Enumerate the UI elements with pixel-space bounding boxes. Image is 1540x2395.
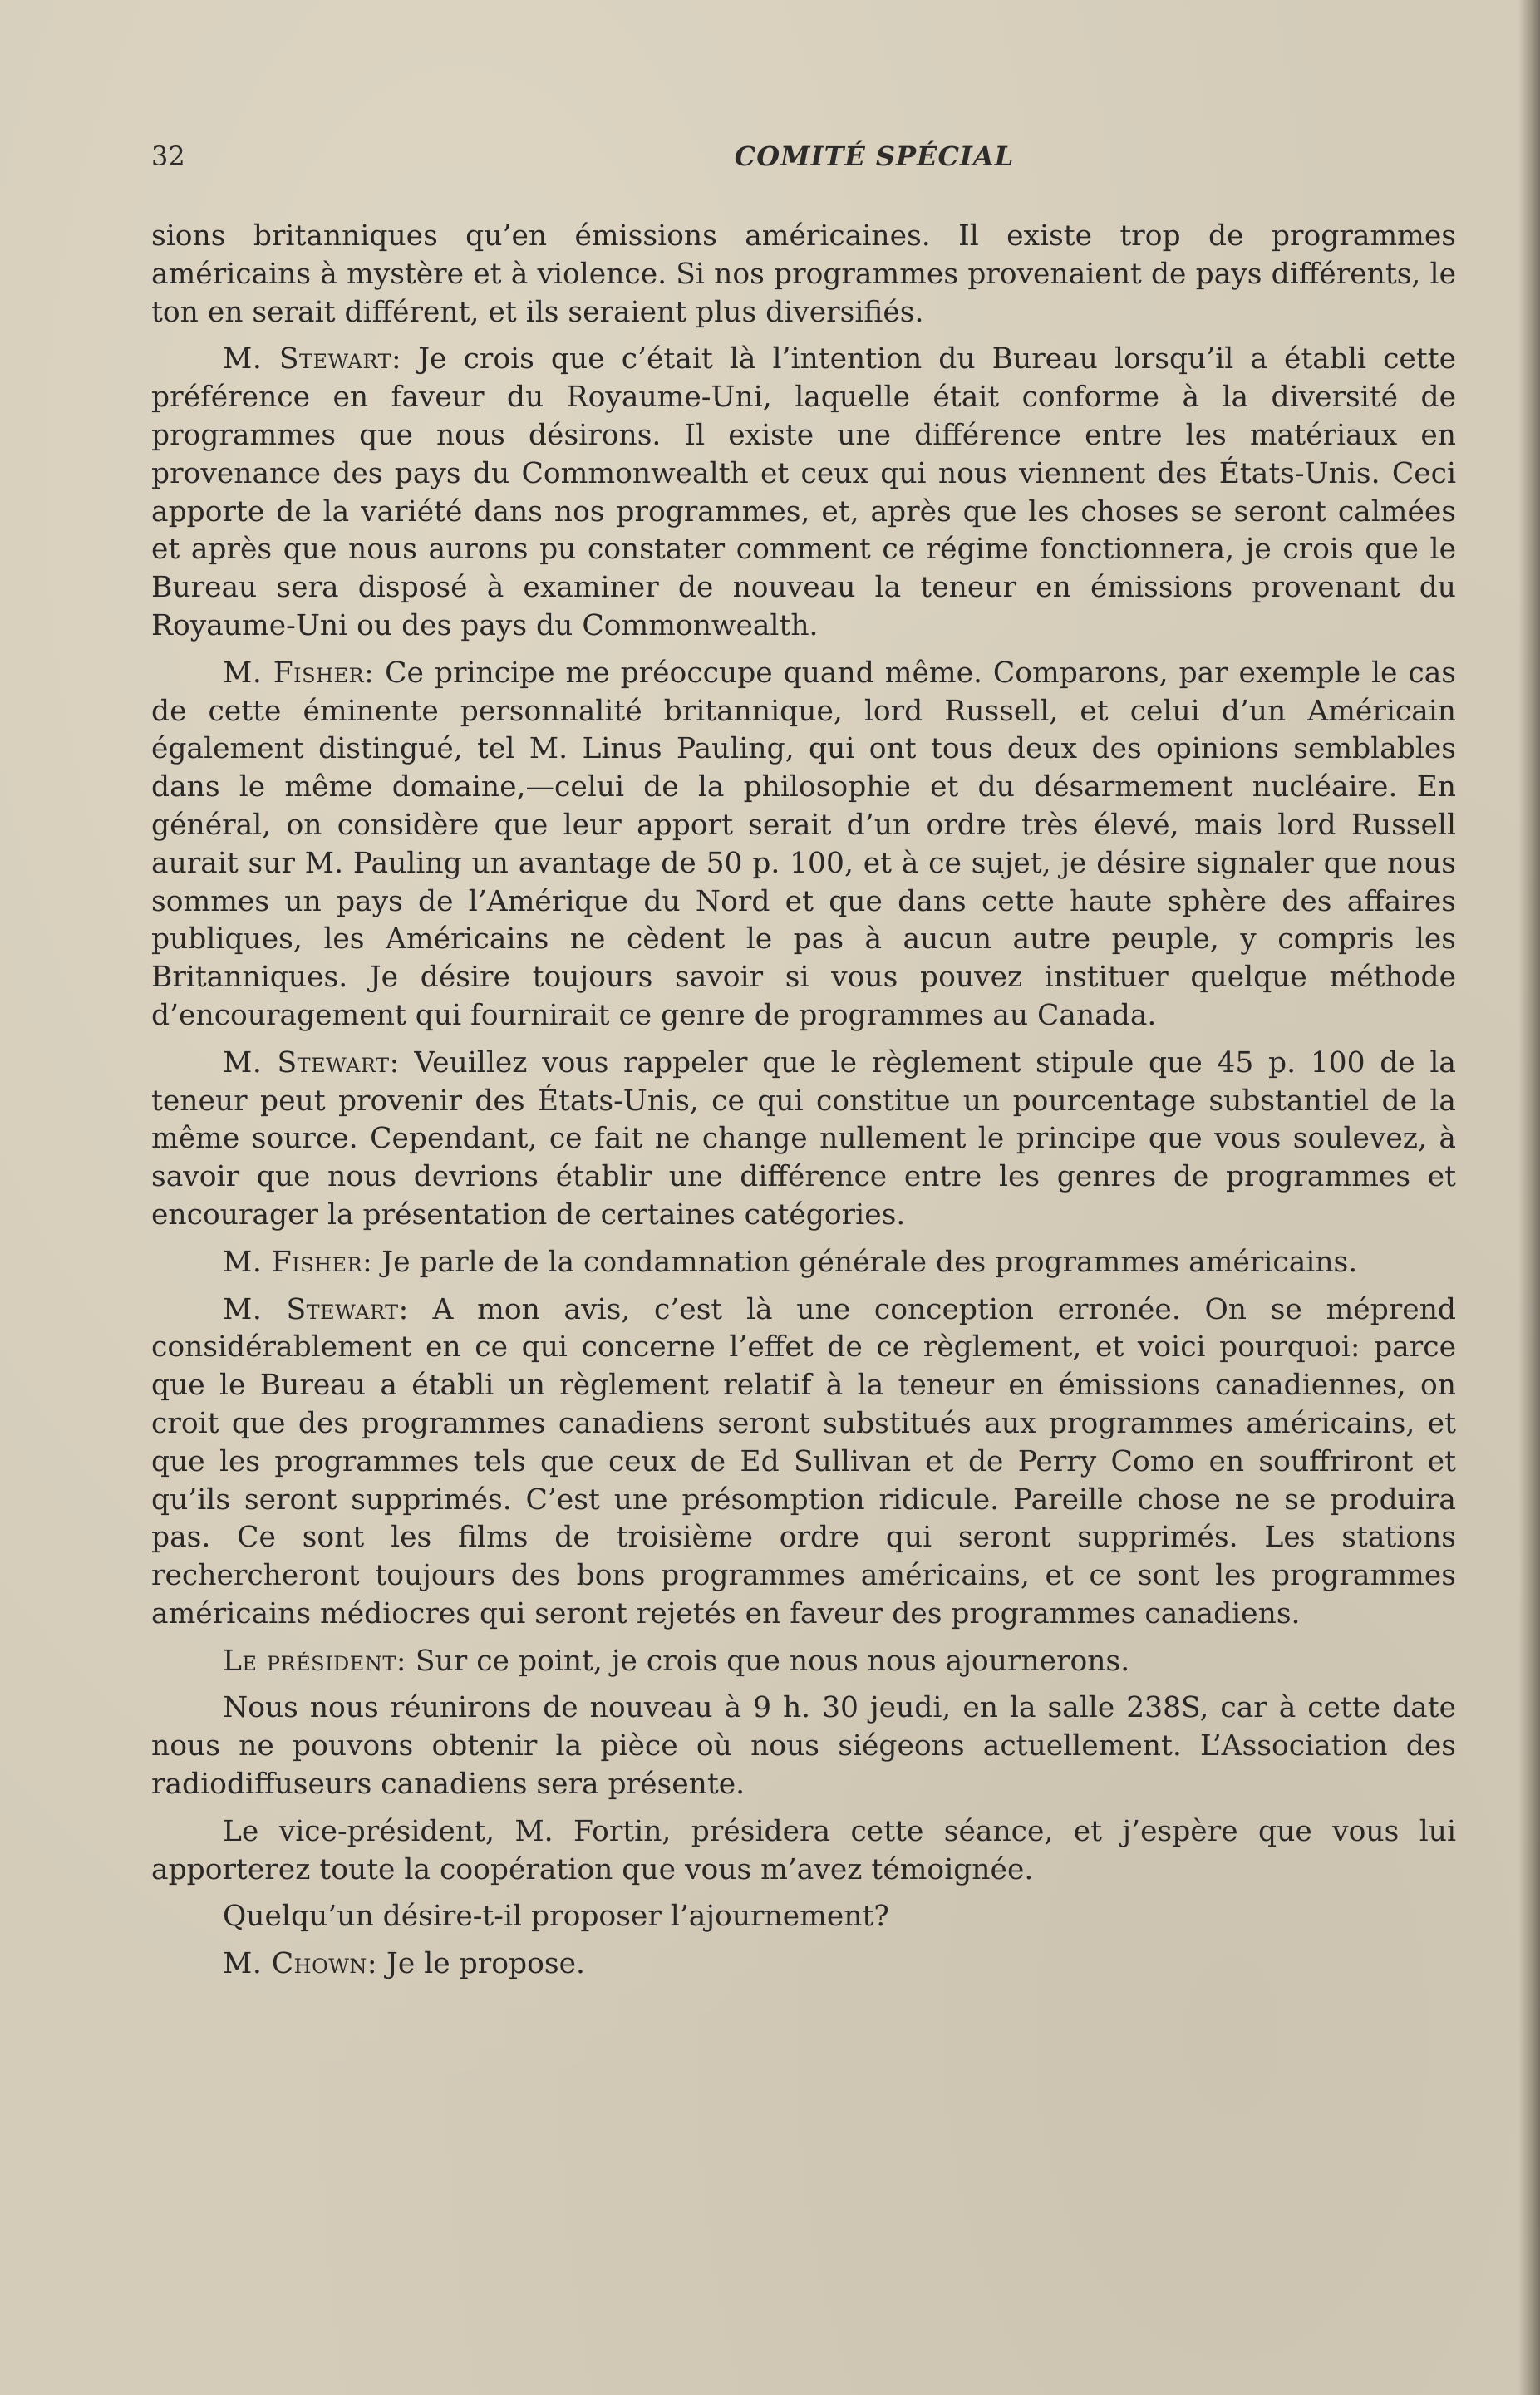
paragraph-text: Quelqu’un désire-t-il proposer l’ajournement? bbox=[223, 1900, 889, 1934]
page-number: 32 bbox=[151, 140, 185, 172]
running-head: COMITÉ SPÉCIAL bbox=[734, 140, 1015, 172]
paragraph-stewart-2 bbox=[151, 1045, 1456, 1235]
paragraph-stewart-1 bbox=[151, 341, 1456, 645]
paragraph-text: A mon avis, c’est là une conception erronée. On se méprend considérablement en ce qui concerne l’effet de ce règlement, et voici pourquoi: parce que le Bureau a établi un règlement relatif à la teneur en émissions canadiennes, on croit que des programmes canadiens seront substitués aux programmes américains, et que les programmes tels que ceux de Ed Sullivan et de Perry Como en souffriront et qu’ils seront supprimés. C’est une présomption ridicule. Pareille chose ne se produira pas. Ce sont les films de troisième ordre qui seront supprimés. Les stations rechercheront toujours des bons programmes américains, et ce sont les programmes américains médiocres qui seront rejetés en faveur des programmes canadiens. bbox=[151, 1292, 1456, 1630]
paragraph-fisher-2 bbox=[151, 1244, 1456, 1282]
paragraph-chown bbox=[151, 1945, 1456, 1984]
page-edge-shadow bbox=[1518, 0, 1540, 2395]
paragraph-stewart-3 bbox=[151, 1291, 1456, 1634]
paragraph-text: Ce principe me préoccupe quand même. Comparons, par exemple le cas de cette éminente personnalité britannique, lord Russell, et celui d’un Américain également distingué, tel M. Linus Pauling, qui ont tous deux des opinions semblables dans le même domaine,—celui de la philosophie et du désarmement nucléaire. En général, on considère que leur apport serait d’un ordre très élevé, mais lord Russell aurait sur M. Pauling un avantage de 50 p. 100, et à ce sujet, je désire signaler que nous sommes un pays de l’Amérique du Nord et que dans cette haute sphère des affaires publiques, les Américains ne cèdent le pas à aucun autre peuple, y compris les Britanniques. Je désire toujours savoir si vous pouvez instituer quelque méthode d’encouragement qui fournirait ce genre de programmes au Canada. bbox=[151, 656, 1456, 1032]
paragraph-continuation bbox=[151, 218, 1456, 332]
speaker-name: M. Stewart: bbox=[223, 1292, 409, 1326]
paragraph-text: Je parle de la condamnation générale des programmes américains. bbox=[372, 1245, 1358, 1279]
paragraph-adjournment-question bbox=[151, 1898, 1456, 1936]
paragraph-meeting-notice bbox=[151, 1689, 1456, 1803]
paragraph-text: Sur ce point, je crois que nous nous ajournerons. bbox=[406, 1644, 1130, 1678]
paragraph-text: Je crois que c’était là l’intention du Bureau lorsqu’il a établi cette préférence en faveur du Royaume-Uni, laquelle était conforme à la diversité de programmes que nous désirons. Il existe une différence entre les matériaux en provenance des pays du Commonwealth et ceux qui nous viennent des États-Unis. Ceci apporte de la variété dans nos programmes, et, après que les choses se seront calmées et après que nous aurons pu constater comment ce régime fonctionnera, je crois que le Bureau sera disposé à examiner de nouveau la teneur en émissions provenant du Royaume-Uni ou des pays du Commonwealth. bbox=[151, 342, 1456, 642]
speaker-name: M. Stewart: bbox=[223, 342, 402, 376]
body-text bbox=[151, 218, 1456, 1993]
page-header bbox=[151, 140, 1456, 173]
paragraph-text: Le vice-président, M. Fortin, présidera cette séance, et j’espère que vous lui apporterez toute la coopération que vous m’avez témoignée. bbox=[151, 1814, 1456, 1886]
paragraph-president bbox=[151, 1643, 1456, 1681]
paragraph-text: Veuillez vous rappeler que le règlement stipule que 45 p. 100 de la teneur peut provenir des États-Unis, ce qui constitue un pourcentage substantiel de la même source. Cependant, ce fait ne change nullement le principe que vous soulevez, à savoir que nous devrions établir une différence entre les genres de programmes et encourager la présentation de certaines catégories. bbox=[151, 1045, 1456, 1232]
speaker-name: M. Fisher: bbox=[223, 1245, 373, 1279]
speaker-name: M. Fisher: bbox=[223, 656, 375, 690]
paragraph-vice-president bbox=[151, 1813, 1456, 1890]
speaker-name: M. Stewart: bbox=[223, 1045, 400, 1079]
paragraph-text: Nous nous réunirons de nouveau à 9 h. 30 jeudi, en la salle 238S, car à cette date nous ne pouvons obtenir la pièce où nous siégeons actuellement. L’Association des radiodiffuseurs canadiens sera présente. bbox=[151, 1691, 1456, 1802]
paragraph-text: sions britanniques qu’en émissions américaines. Il existe trop de programmes américains à mystère et à violence. Si nos programmes provenaient de pays différents, le ton en serait différent, et ils seraient plus diversifiés. bbox=[151, 219, 1456, 329]
paragraph-fisher-1 bbox=[151, 655, 1456, 1035]
speaker-name: M. Chown: bbox=[223, 1947, 378, 1981]
speaker-name: Le président: bbox=[223, 1644, 406, 1678]
paragraph-text: Je le propose. bbox=[377, 1947, 585, 1981]
